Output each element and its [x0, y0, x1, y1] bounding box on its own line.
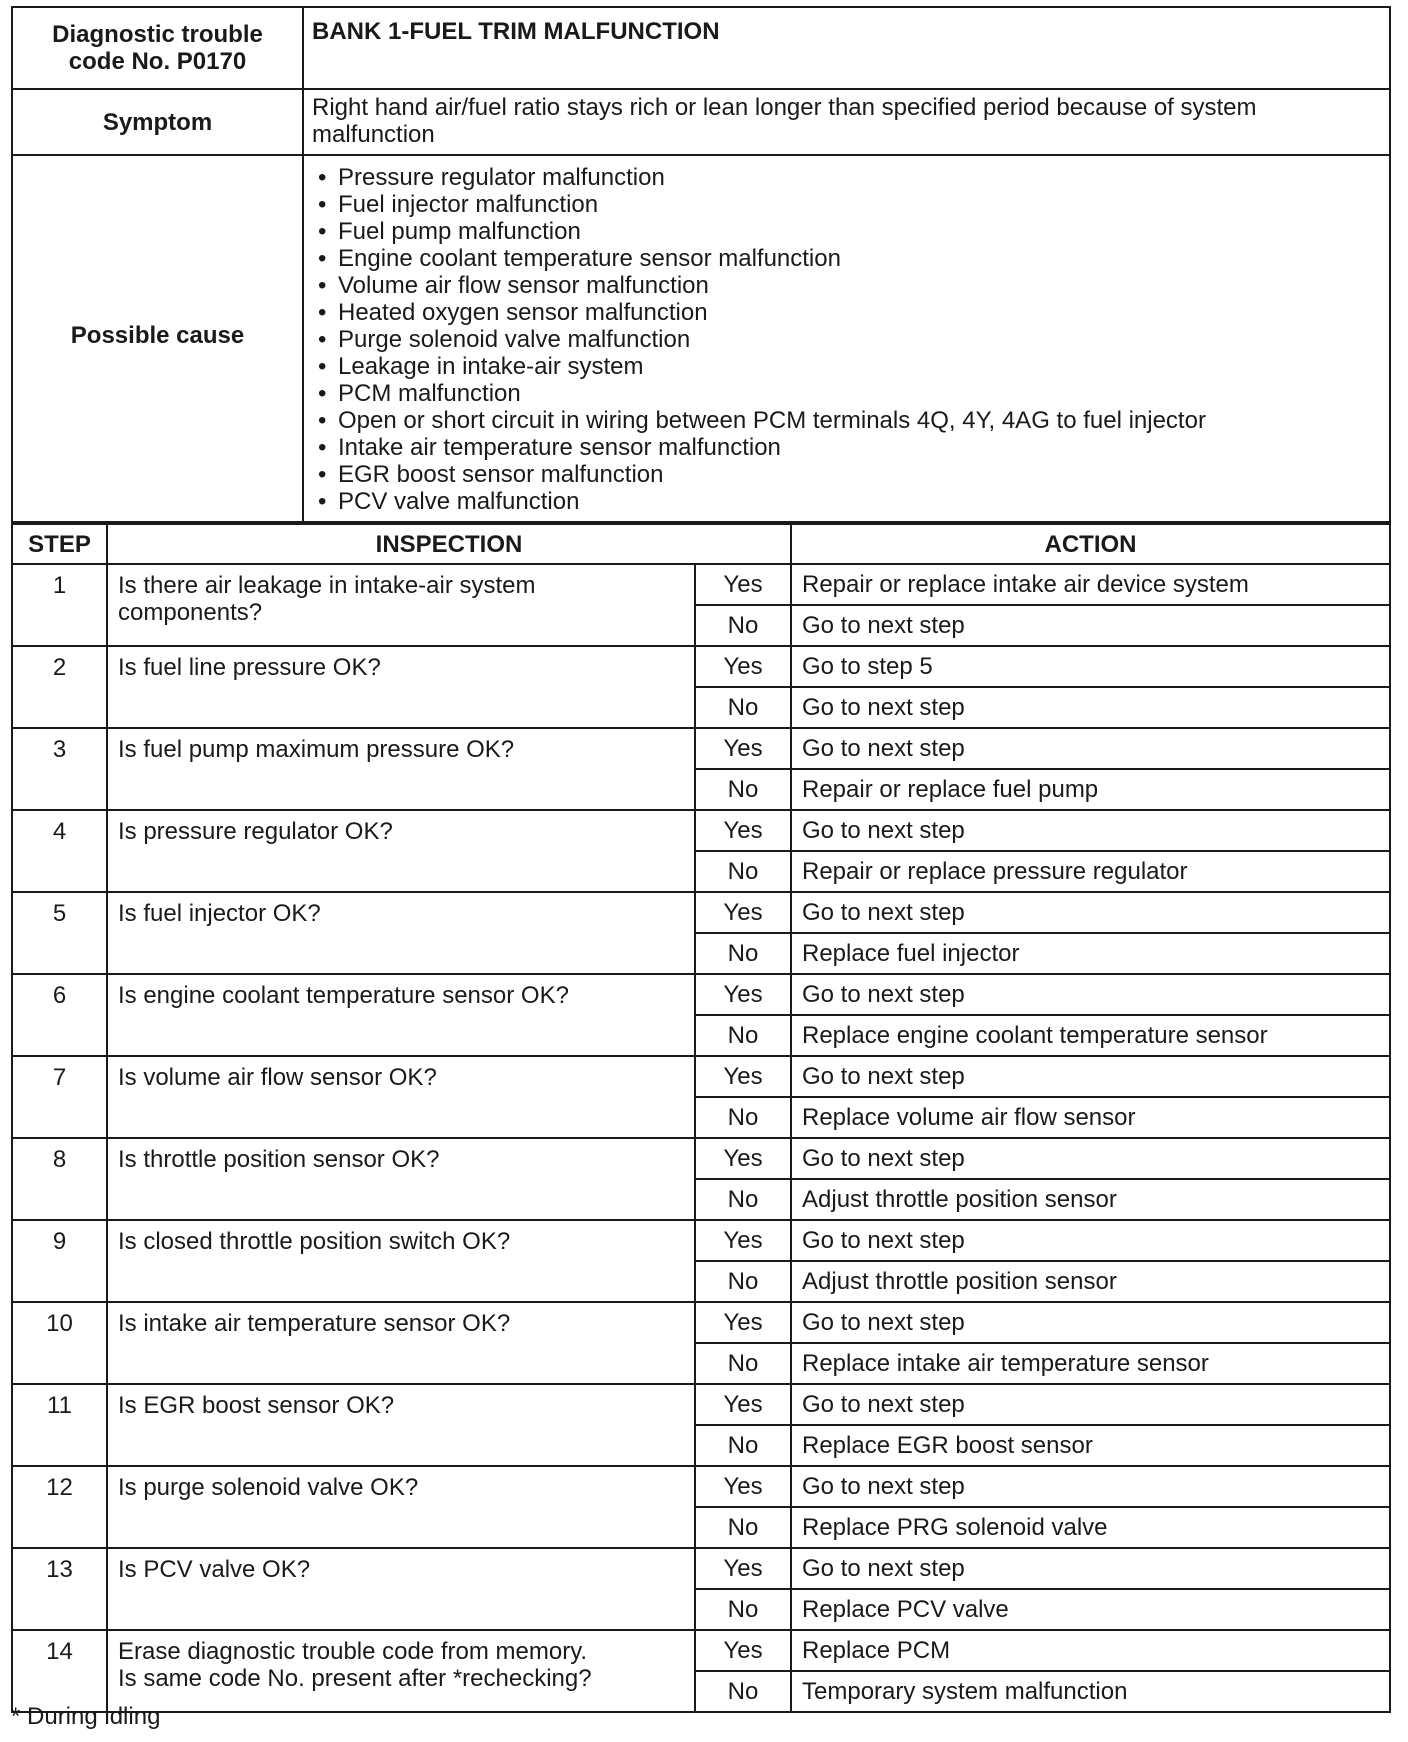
- yes-action: Go to next step: [791, 1056, 1390, 1097]
- step-row: [12, 1302, 1390, 1343]
- possible-cause-cell: [303, 155, 1390, 522]
- step-inspection: Is volume air flow sensor OK?: [107, 1056, 695, 1138]
- no-label: No: [695, 1097, 791, 1138]
- no-action: Replace intake air temperature sensor: [791, 1343, 1390, 1384]
- no-action: Temporary system malfunction: [791, 1671, 1390, 1712]
- step-number: 4: [12, 810, 107, 892]
- step-inspection: Is closed throttle position switch OK?: [107, 1220, 695, 1302]
- yes-action: Go to next step: [791, 1302, 1390, 1343]
- dtc-code-label: Diagnostic trouble code No. P0170: [12, 7, 303, 89]
- yes-label: Yes: [695, 892, 791, 933]
- step-inspection: Is engine coolant temperature sensor OK?: [107, 974, 695, 1056]
- possible-cause-item: • Fuel pump malfunction: [312, 218, 1381, 245]
- no-label: No: [695, 1343, 791, 1384]
- step-row: [12, 1220, 1390, 1261]
- step-row: [12, 810, 1390, 851]
- no-action: Adjust throttle position sensor: [791, 1261, 1390, 1302]
- yes-label: Yes: [695, 1302, 791, 1343]
- step-row: [12, 564, 1390, 605]
- col-header-inspection: INSPECTION: [107, 524, 791, 564]
- possible-cause-list: [312, 164, 1381, 515]
- symptom-text: Right hand air/fuel ratio stays rich or lean longer than specified period because of system malfunction: [303, 89, 1390, 155]
- possible-cause-item: • Leakage in intake-air system: [312, 353, 1381, 380]
- col-header-step: STEP: [12, 524, 107, 564]
- step-row: [12, 646, 1390, 687]
- step-number: 13: [12, 1548, 107, 1630]
- step-inspection: Is fuel injector OK?: [107, 892, 695, 974]
- step-inspection: Is there air leakage in intake-air system components?: [107, 564, 695, 646]
- step-number: 12: [12, 1466, 107, 1548]
- step-inspection: Is purge solenoid valve OK?: [107, 1466, 695, 1548]
- no-label: No: [695, 1507, 791, 1548]
- no-action: Replace volume air flow sensor: [791, 1097, 1390, 1138]
- no-action: Adjust throttle position sensor: [791, 1179, 1390, 1220]
- no-label: No: [695, 1589, 791, 1630]
- yes-label: Yes: [695, 1630, 791, 1671]
- no-action: Repair or replace pressure regulator: [791, 851, 1390, 892]
- no-action: Replace PCV valve: [791, 1589, 1390, 1630]
- dtc-title: BANK 1-FUEL TRIM MALFUNCTION: [303, 7, 1390, 89]
- yes-action: Go to next step: [791, 1466, 1390, 1507]
- no-action: Replace fuel injector: [791, 933, 1390, 974]
- no-action: Replace engine coolant temperature sensor: [791, 1015, 1390, 1056]
- footnote: * During idling: [11, 1703, 161, 1730]
- yes-action: Go to next step: [791, 1138, 1390, 1179]
- step-row: [12, 1138, 1390, 1179]
- possible-cause-item: • Open or short circuit in wiring between PCM terminals 4Q, 4Y, 4AG to fuel injector: [312, 407, 1381, 434]
- symptom-label: Symptom: [12, 89, 303, 155]
- yes-label: Yes: [695, 1384, 791, 1425]
- possible-cause-item: • Intake air temperature sensor malfunction: [312, 434, 1381, 461]
- inspection-steps-table: [11, 523, 1391, 1713]
- no-action: Replace EGR boost sensor: [791, 1425, 1390, 1466]
- no-action: Go to next step: [791, 605, 1390, 646]
- dtc-header-table: [11, 6, 1391, 523]
- yes-action: Go to next step: [791, 1548, 1390, 1589]
- step-number: 14: [12, 1630, 107, 1712]
- yes-action: Go to next step: [791, 1384, 1390, 1425]
- possible-cause-item: • PCV valve malfunction: [312, 488, 1381, 515]
- yes-label: Yes: [695, 564, 791, 605]
- step-number: 6: [12, 974, 107, 1056]
- step-inspection: Is throttle position sensor OK?: [107, 1138, 695, 1220]
- yes-label: Yes: [695, 1466, 791, 1507]
- step-row: [12, 1548, 1390, 1589]
- yes-label: Yes: [695, 810, 791, 851]
- possible-cause-item: • Purge solenoid valve malfunction: [312, 326, 1381, 353]
- no-label: No: [695, 1671, 791, 1712]
- step-inspection: Is pressure regulator OK?: [107, 810, 695, 892]
- no-label: No: [695, 1425, 791, 1466]
- yes-label: Yes: [695, 1138, 791, 1179]
- step-row: [12, 1630, 1390, 1671]
- step-row: [12, 974, 1390, 1015]
- step-number: 10: [12, 1302, 107, 1384]
- yes-label: Yes: [695, 1056, 791, 1097]
- yes-action: Go to next step: [791, 974, 1390, 1015]
- possible-cause-item: • EGR boost sensor malfunction: [312, 461, 1381, 488]
- step-row: [12, 1466, 1390, 1507]
- step-row: [12, 892, 1390, 933]
- step-inspection: Is fuel pump maximum pressure OK?: [107, 728, 695, 810]
- possible-cause-label: Possible cause: [12, 155, 303, 522]
- step-number: 8: [12, 1138, 107, 1220]
- no-label: No: [695, 851, 791, 892]
- no-label: No: [695, 933, 791, 974]
- no-label: No: [695, 687, 791, 728]
- possible-cause-item: • Heated oxygen sensor malfunction: [312, 299, 1381, 326]
- step-inspection: Is PCV valve OK?: [107, 1548, 695, 1630]
- no-label: No: [695, 1261, 791, 1302]
- step-number: 9: [12, 1220, 107, 1302]
- yes-action: Go to next step: [791, 810, 1390, 851]
- step-row: [12, 1384, 1390, 1425]
- step-number: 1: [12, 564, 107, 646]
- step-number: 2: [12, 646, 107, 728]
- step-inspection: Erase diagnostic trouble code from memory. Is same code No. present after *rechecking?: [107, 1630, 695, 1712]
- yes-label: Yes: [695, 1220, 791, 1261]
- no-label: No: [695, 1015, 791, 1056]
- step-inspection: Is intake air temperature sensor OK?: [107, 1302, 695, 1384]
- yes-label: Yes: [695, 646, 791, 687]
- yes-action: Repair or replace intake air device system: [791, 564, 1390, 605]
- yes-action: Replace PCM: [791, 1630, 1390, 1671]
- possible-cause-item: • Engine coolant temperature sensor malfunction: [312, 245, 1381, 272]
- yes-action: Go to step 5: [791, 646, 1390, 687]
- step-inspection: Is EGR boost sensor OK?: [107, 1384, 695, 1466]
- no-action: Go to next step: [791, 687, 1390, 728]
- step-number: 7: [12, 1056, 107, 1138]
- step-number: 5: [12, 892, 107, 974]
- possible-cause-item: • Pressure regulator malfunction: [312, 164, 1381, 191]
- yes-action: Go to next step: [791, 728, 1390, 769]
- yes-action: Go to next step: [791, 892, 1390, 933]
- steps-column-header: [12, 524, 1390, 564]
- step-number: 3: [12, 728, 107, 810]
- yes-label: Yes: [695, 728, 791, 769]
- yes-label: Yes: [695, 974, 791, 1015]
- possible-cause-item: • Volume air flow sensor malfunction: [312, 272, 1381, 299]
- no-label: No: [695, 1179, 791, 1220]
- no-action: Repair or replace fuel pump: [791, 769, 1390, 810]
- step-inspection: Is fuel line pressure OK?: [107, 646, 695, 728]
- step-row: [12, 1056, 1390, 1097]
- diagnostic-document: [11, 6, 1389, 1713]
- yes-action: Go to next step: [791, 1220, 1390, 1261]
- col-header-action: ACTION: [791, 524, 1390, 564]
- possible-cause-item: • PCM malfunction: [312, 380, 1381, 407]
- possible-cause-item: • Fuel injector malfunction: [312, 191, 1381, 218]
- no-label: No: [695, 769, 791, 810]
- step-number: 11: [12, 1384, 107, 1466]
- no-label: No: [695, 605, 791, 646]
- no-action: Replace PRG solenoid valve: [791, 1507, 1390, 1548]
- step-row: [12, 728, 1390, 769]
- yes-label: Yes: [695, 1548, 791, 1589]
